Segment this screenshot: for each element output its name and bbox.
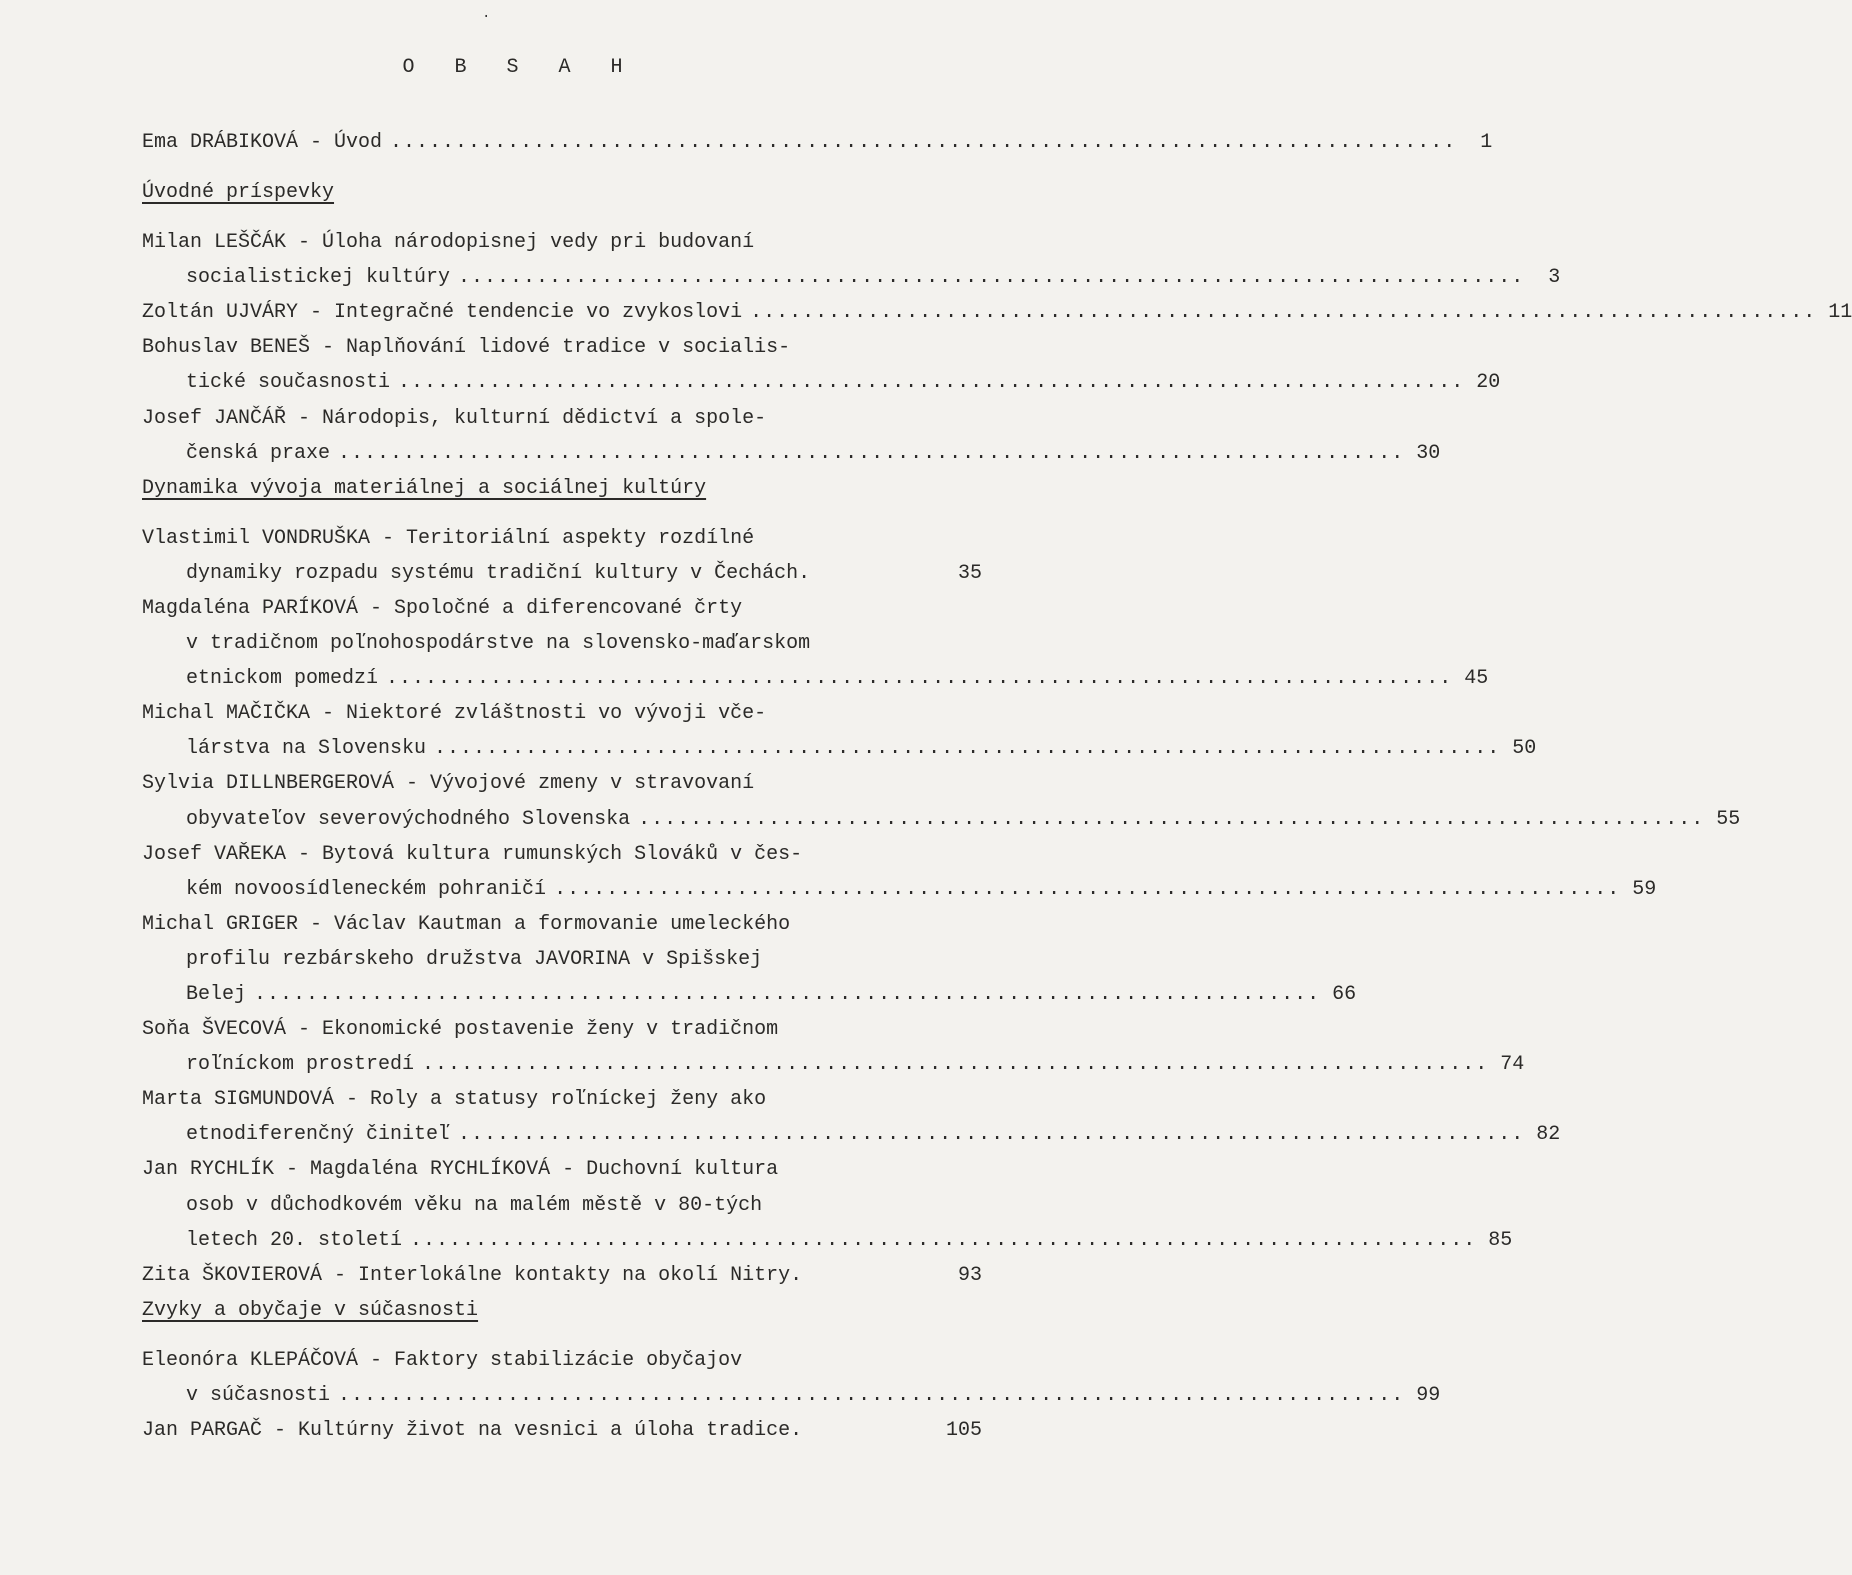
dot-leader: ..................................................................................: [638, 807, 1705, 831]
toc-entry: [142, 661, 1489, 696]
toc-entry: [142, 1378, 1441, 1413]
toc-line: Milan LEŠČÁK - Úloha národopisnej vedy pri budovaní: [142, 231, 755, 255]
toc-page-number: 3: [1548, 266, 1561, 290]
toc-gap: [142, 506, 982, 521]
toc-entry-text: čenská praxe: [186, 441, 331, 465]
toc-entry-text: Jan PARGAČ - Kultúrny život na vesnici a úloha tradice.: [142, 1419, 803, 1442]
toc-entry: [142, 1047, 1525, 1082]
toc-page-number: 105: [945, 1419, 982, 1442]
toc-entry-text: roľníckom prostredí: [186, 1053, 415, 1077]
toc-page-number: 82: [1536, 1123, 1561, 1147]
dot-leader: ..................................................................................: [254, 982, 1321, 1006]
toc-line: Marta SIGMUNDOVÁ - Roly a statusy roľníckej ženy ako: [142, 1088, 767, 1112]
toc-entry: [142, 1258, 982, 1293]
toc-line: Josef VAŘEKA - Bytová kultura rumunských Slováků v čes-: [142, 842, 803, 866]
dot-leader: ..................................................................................: [554, 877, 1621, 901]
toc-page-number: 50: [1512, 737, 1537, 761]
toc-line: Vlastimil VONDRUŠKA - Teritoriální aspekty rozdílné: [142, 526, 755, 550]
dot-leader: ..................................................................................: [458, 266, 1525, 290]
toc-page-number: 35: [957, 561, 982, 585]
toc-line: Josef JANČÁŘ - Národopis, kulturní dědictví a spole-: [142, 406, 767, 430]
toc-entry: [142, 1223, 1513, 1258]
toc-entry-text: Belej: [186, 982, 247, 1006]
toc-entry: [142, 125, 1493, 160]
dot-leader: ..................................................................................: [338, 1383, 1405, 1407]
toc-line: osob v důchodkovém věku na malém městě v 80-tých: [186, 1193, 763, 1217]
toc-entry: [142, 556, 982, 591]
toc-entry-text: kém novoosídleneckém pohraničí: [186, 877, 547, 901]
toc-gap: [142, 1328, 982, 1343]
toc-entry: [142, 436, 1441, 471]
toc-entry: [142, 977, 1357, 1012]
dot-leader: ..................................................................................: [338, 441, 1405, 465]
toc-entry-text: v súčasnosti: [186, 1383, 331, 1407]
dot-leader: ..................................................................................: [386, 667, 1453, 691]
stray-mark: .: [482, 6, 491, 22]
toc-entry-text: obyvateľov severovýchodného Slovenska: [186, 807, 631, 831]
toc-entry-text: letech 20. století: [186, 1228, 403, 1252]
toc-entry-text: tické současnosti: [186, 371, 391, 395]
toc-page-number: 85: [1488, 1228, 1513, 1252]
toc-entry-text: socialistickej kultúry: [186, 266, 451, 290]
page-title: O B S A H: [402, 56, 637, 79]
dot-leader: ..................................................................................: [750, 301, 1817, 325]
toc-section-heading: Dynamika vývoja materiálnej a sociálnej kultúry: [142, 476, 707, 500]
toc-entry: [142, 365, 1501, 400]
toc-line: Jan RYCHLÍK - Magdaléna RYCHLÍKOVÁ - Duchovní kultura: [142, 1158, 779, 1182]
toc-line: Michal MAČIČKA - Niektoré zvláštnosti vo vývoji vče-: [142, 702, 767, 726]
toc-line: Michal GRIGER - Václav Kautman a formovanie umeleckého: [142, 912, 791, 936]
toc-gap: [142, 160, 982, 175]
toc-page-number: 55: [1716, 807, 1741, 831]
toc-page-number: 20: [1476, 371, 1501, 395]
toc-entry: [142, 872, 1657, 907]
toc-page-number: 99: [1416, 1383, 1441, 1407]
toc-entry: [142, 260, 1561, 295]
dot-leader: ..................................................................................: [458, 1123, 1525, 1147]
toc-entry: [142, 295, 1852, 330]
toc-page-number: 30: [1416, 441, 1441, 465]
toc-page-number: 74: [1500, 1053, 1525, 1077]
toc-entry-text: dynamiky rozpadu systému tradiční kultury v Čechách.: [186, 561, 811, 585]
toc-page-number: 11: [1828, 301, 1852, 325]
toc-page-number: 45: [1464, 667, 1489, 691]
toc-entry-text: etnodiferenčný činiteľ: [186, 1123, 451, 1147]
toc-page-number: 66: [1332, 982, 1357, 1006]
toc-line: Bohuslav BENEŠ - Naplňování lidové tradice v socialis-: [142, 336, 791, 360]
toc-line: v tradičnom poľnohospodárstve na slovensko-maďarskom: [186, 632, 811, 656]
toc-entry-text: Zoltán UJVÁRY - Integračné tendencie vo zvykoslovi: [142, 301, 743, 325]
toc-page-number: 59: [1632, 877, 1657, 901]
toc-section-heading: Zvyky a obyčaje v súčasnosti: [142, 1298, 479, 1322]
dot-leader: ..................................................................................: [422, 1053, 1489, 1077]
toc-page-number: 93: [957, 1263, 982, 1287]
dot-leader: ..................................................................................: [434, 737, 1501, 761]
toc-entry: [142, 1117, 1561, 1152]
toc-line: profilu rezbárskeho družstva JAVORINA v Spišskej: [186, 947, 763, 971]
toc-line: Sylvia DILLNBERGEROVÁ - Vývojové zmeny v stravovaní: [142, 772, 755, 796]
toc-line: Magdaléna PARÍKOVÁ - Spoločné a diferencované črty: [142, 596, 743, 620]
toc-entry-text: lárstva na Slovensku: [186, 737, 427, 761]
toc-page-number: 1: [1480, 131, 1493, 154]
toc-entry: [142, 731, 1537, 766]
toc-gap: [142, 210, 982, 225]
toc-entry: [142, 802, 1741, 837]
toc-section-heading: Úvodné príspevky: [142, 181, 335, 205]
toc-line: Eleonóra KLEPÁČOVÁ - Faktory stabilizácie obyčajov: [142, 1348, 743, 1372]
dot-leader: ..................................................................................: [410, 1228, 1477, 1252]
toc-line: Soňa ŠVECOVÁ - Ekonomické postavenie ženy v tradičnom: [142, 1018, 779, 1042]
toc-entry-text: Zita ŠKOVIEROVÁ - Interlokálne kontakty na okolí Nitry.: [142, 1263, 803, 1287]
dot-leader: ..................................................................................: [398, 371, 1465, 395]
toc-entry-text: etnickom pomedzí: [186, 667, 379, 691]
dot-leader: ..................................................................................: [390, 131, 1457, 154]
toc-entry: [142, 1413, 982, 1448]
table-of-contents: [142, 125, 1852, 1448]
toc-entry-text: Ema DRÁBIKOVÁ - Úvod: [142, 131, 383, 154]
